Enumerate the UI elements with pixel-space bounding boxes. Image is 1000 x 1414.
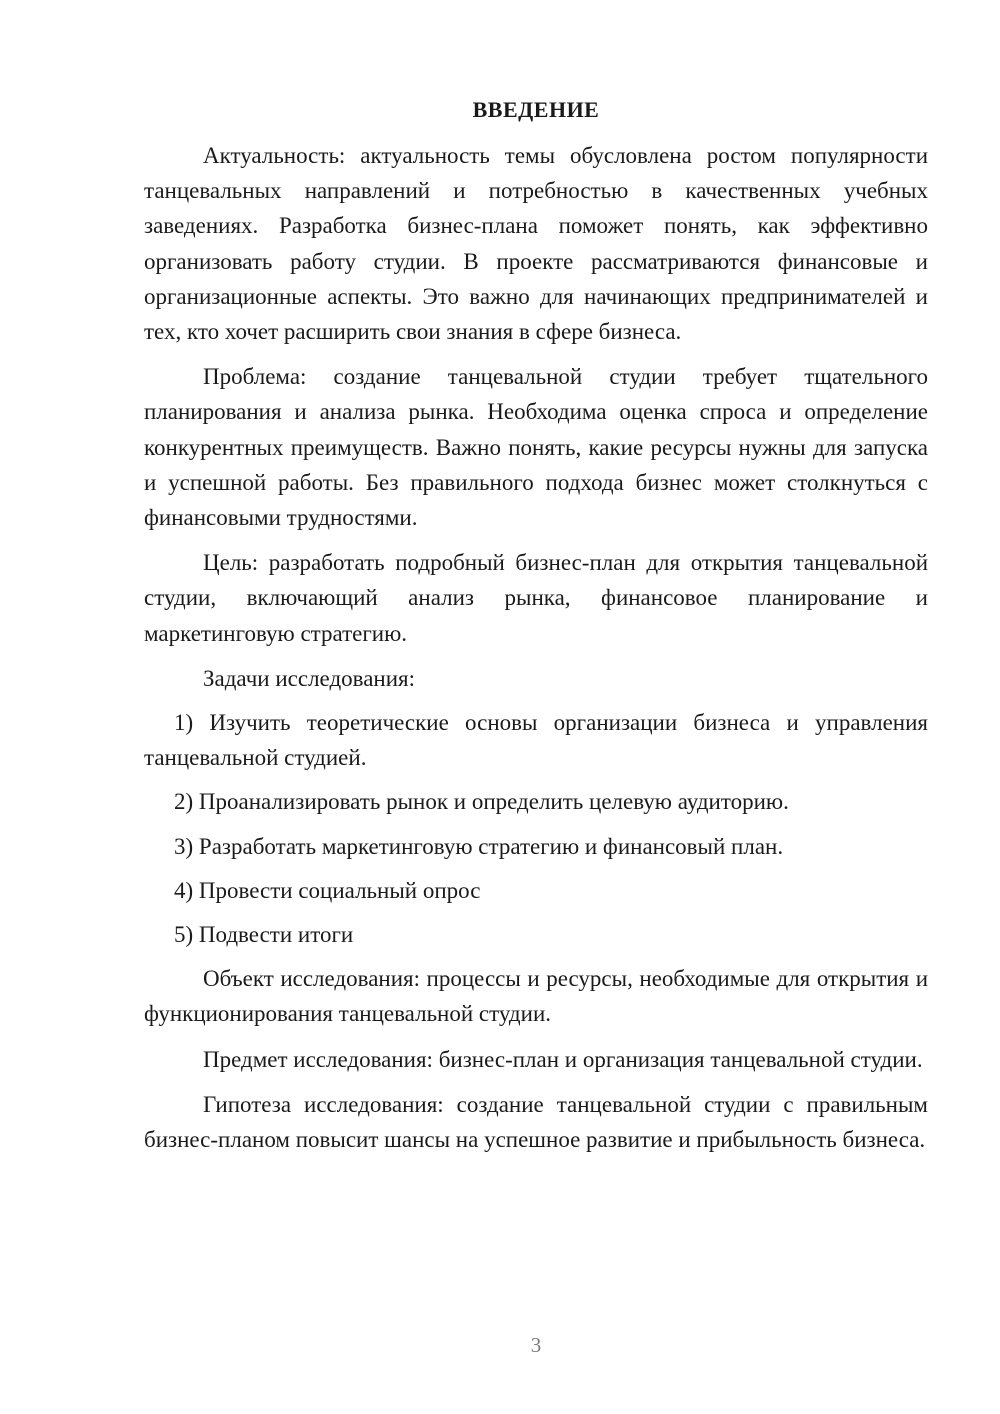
paragraph-subject: Предмет исследования: бизнес-план и организация танцевальной студии. (203, 1046, 923, 1072)
document-page (144, 94, 928, 1167)
paragraph-object: Объект исследования: процессы и ресурсы, необходимые для открытия и функционирования танцевальной студии. (144, 966, 928, 1027)
list-item: 1) Изучить теоретические основы организации бизнеса и управления танцевальной студией. (144, 710, 928, 771)
tasks-heading: Задачи исследования: (203, 665, 416, 691)
tasks-list (144, 705, 928, 952)
paragraph-goal: Цель: разработать подробный бизнес-план для открытия танцевальной студии, включающий анализ рынка, финансовое планирование и маркетинговую стратегию. (144, 550, 928, 646)
paragraph-hypothesis: Гипотеза исследования: создание танцевальной студии с правильным бизнес-планом повысит шансы на успешное развитие и прибыльность бизнеса. (144, 1091, 928, 1153)
list-item: 3) Разработать маркетинговую стратегию и финансовый план. (174, 833, 784, 859)
list-item: 2) Проанализировать рынок и определить целевую аудиторию. (174, 789, 789, 815)
page-number: 3 (530, 1333, 542, 1357)
page-title: ВВЕДЕНИЕ (472, 97, 600, 122)
paragraph-relevance: Актуальность: актуальность темы обусловлена ростом популярности танцевальных направлений и потребностью в качественных учебных заведениях. Разработка бизнес-плана поможет понять, как эффективно организовать работу студии. В проекте рассматриваются финансовые и организационные аспекты. Это важно для начинающих предпринимателей и тех, кто хочет расширить свои знания в сфере бизнеса. (144, 143, 928, 345)
list-item: 5) Подвести итоги (174, 922, 354, 948)
paragraph-problem: Проблема: создание танцевальной студии требует тщательного планирования и анализа рынка. Необходима оценка спроса и определение конкурентных преимуществ. Важно понять, какие ресурсы нужны для запуска и успешной работы. Без правильного подхода бизнес может столкнуться с финансовыми трудностями. (144, 364, 928, 531)
list-item: 4) Провести социальный опрос (174, 877, 481, 903)
